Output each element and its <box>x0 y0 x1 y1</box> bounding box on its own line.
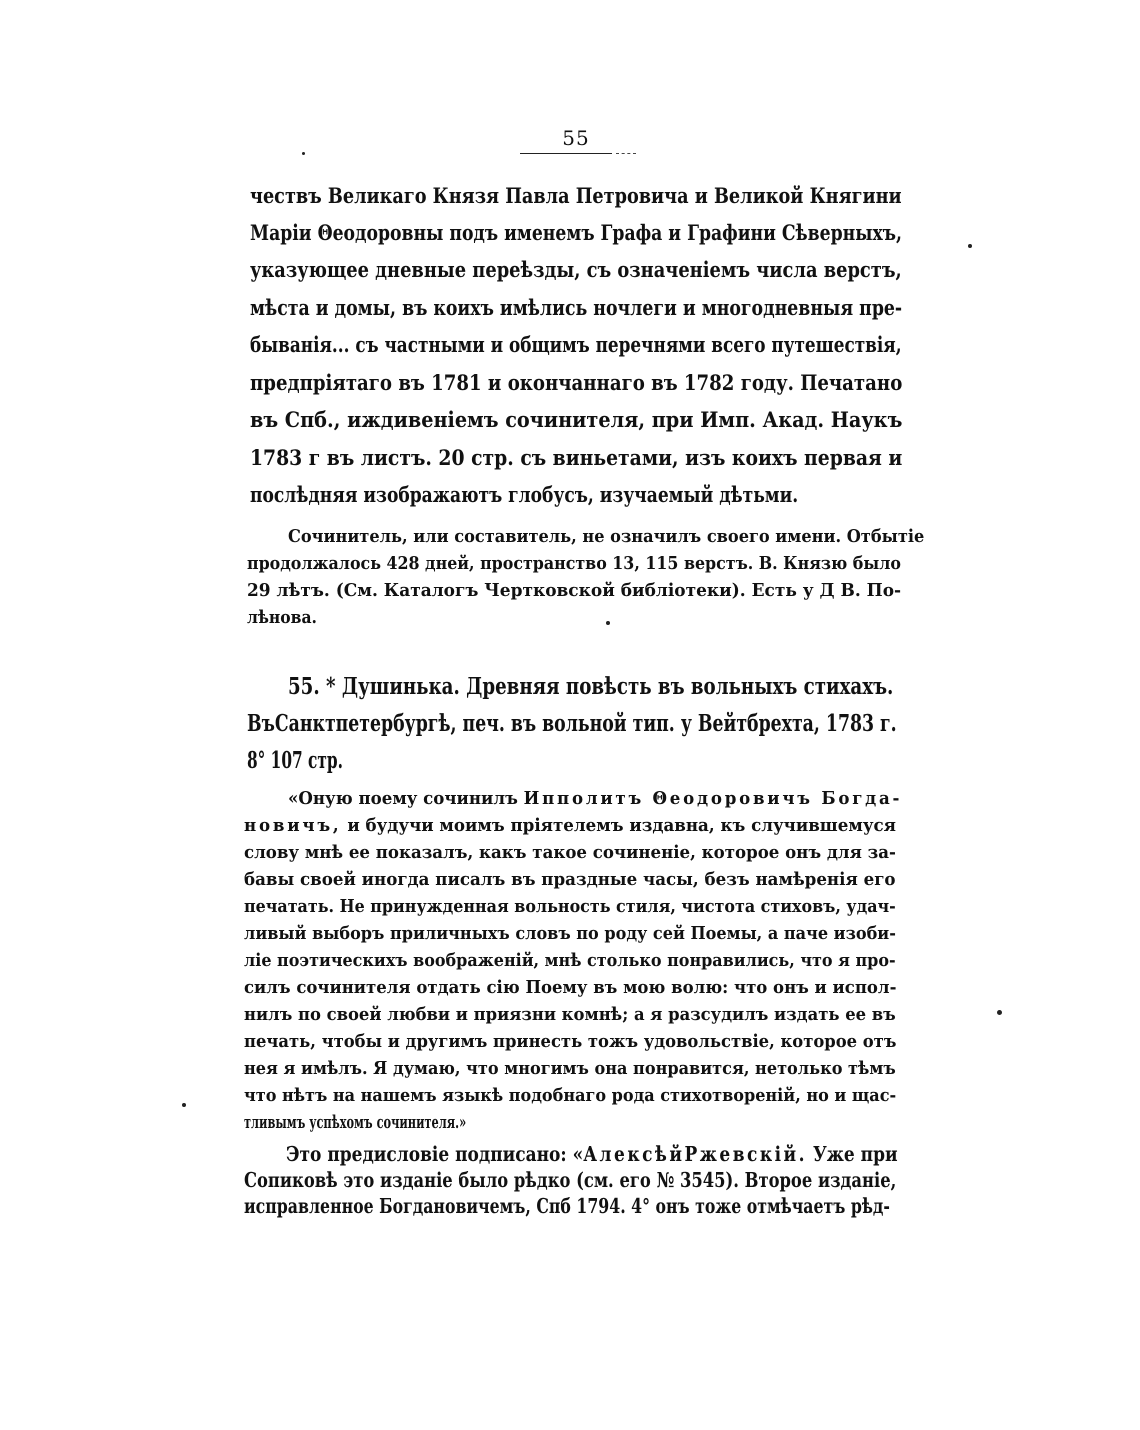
text-line: 1783 г въ листъ. 20 стр. съ виньетами, изъ коихъ первая и <box>250 446 903 471</box>
text-line: послѣдняя изображаютъ глобусъ, изучаемый дѣтьми. <box>250 483 799 508</box>
text-line: мѣста и домы, въ коихъ имѣлись ночлеги и многодневныя пре- <box>250 296 903 321</box>
quote-line: ліе поэтическихъ воображеній, мнѣ столько понравились, что я про- <box>244 950 896 971</box>
author-name: Ипполитъ Θеодоровичъ Богда- <box>523 788 903 809</box>
quote-line: печать, чтобы и другимъ принесть тожъ удовольствіе, которое отъ <box>244 1031 897 1052</box>
text-line: предпріятаго въ 1781 и окончаннаго въ 1782 году. Печатано <box>250 371 903 396</box>
print-speck <box>606 621 610 625</box>
note-line: продолжалось 428 дней, пространство 13, 115 верстъ. В. Князю было <box>247 553 901 574</box>
quote-text: и будучи моимъ пріятелемъ издавна, къ случившемуся <box>341 815 896 836</box>
quote-line: силъ сочинителя отдать сію Поему въ мою волю: что онъ и испол- <box>244 977 897 998</box>
quote-line: нея я имѣлъ. Я думаю, что многимъ она понравится, нетолько тѣмъ <box>244 1058 896 1079</box>
print-speck <box>302 152 305 155</box>
text-line: въ Спб., иждивеніемъ сочинителя, при Имп. Акад. Наукъ <box>250 408 903 433</box>
header-rule-dash <box>616 153 636 154</box>
entry-heading-line: ВъСанктпетербургѣ, печ. въ вольной тип. у Вейтбрехта, 1783 г. <box>247 710 897 737</box>
quote-line: слову мнѣ ее показалъ, какъ такое сочиненіе, которое онъ для за- <box>244 842 896 863</box>
print-speck <box>968 244 972 248</box>
entry-heading-line: 8° 107 стр. <box>247 747 343 774</box>
note-text: Уже при <box>807 1142 898 1166</box>
text-line: Маріи Θеодоровны подъ именемъ Графа и Графини Сѣверныхъ, <box>250 221 902 246</box>
note-line: Сочинитель, или составитель, не означилъ своего имени. Отбытіе <box>288 526 925 547</box>
page-number: 55 <box>562 126 590 150</box>
quote-line: тливымъ успѣхомъ сочинителя.» <box>244 1112 467 1133</box>
note-line: Сопиковѣ это изданіе было рѣдко (см. его № 3545). Второе изданіе, <box>244 1168 897 1192</box>
quote-line <box>288 788 902 809</box>
entry-heading-line: 55. * Душинька. Древняя повѣсть въ вольныхъ стихахъ. <box>288 673 894 700</box>
print-speck <box>997 1010 1002 1015</box>
quote-line: ливый выборъ приличныхъ словъ по роду сей Поемы, а паче изоби- <box>244 923 896 944</box>
header-rule <box>520 153 612 154</box>
quote-line <box>244 815 896 836</box>
text-line: быванія... съ частными и общимъ перечнями всего путешествія, <box>250 333 902 358</box>
note-line <box>286 1142 898 1166</box>
note-line: 29 лѣтъ. (См. Каталогъ Чертковской библіотеки). Есть у Д В. По- <box>247 580 902 601</box>
quote-line: нилъ по своей любви и приязни комнѣ; а я разсудилъ издать ее въ <box>244 1004 896 1025</box>
note-line: исправленное Богдановичемъ, Спб 1794. 4° онъ тоже отмѣчаетъ рѣд- <box>244 1194 890 1218</box>
note-text: Это предисловіе подписано: « <box>286 1142 584 1166</box>
author-name: новичъ, <box>244 815 342 836</box>
author-name: АлексѣйРжевскій. <box>583 1142 808 1166</box>
text-line: указующее дневные переѣзды, съ означеніемъ числа верстъ, <box>250 258 902 283</box>
text-line: чествъ Великаго Князя Павла Петровича и Великой Княгини <box>250 184 902 209</box>
quote-text: «Оную поему сочинилъ <box>288 788 524 809</box>
quote-line: бавы своей иногда писалъ въ праздные часы, безъ намѣренія его <box>244 869 896 890</box>
print-speck <box>182 1103 186 1107</box>
note-line: лѣнова. <box>247 607 317 628</box>
quote-line: что нѣтъ на нашемъ языкѣ подобнаго рода стихотвореній, но и щас- <box>244 1085 897 1106</box>
quote-line: печатать. Не принужденная вольность стиля, чистота стиховъ, удач- <box>244 896 896 917</box>
